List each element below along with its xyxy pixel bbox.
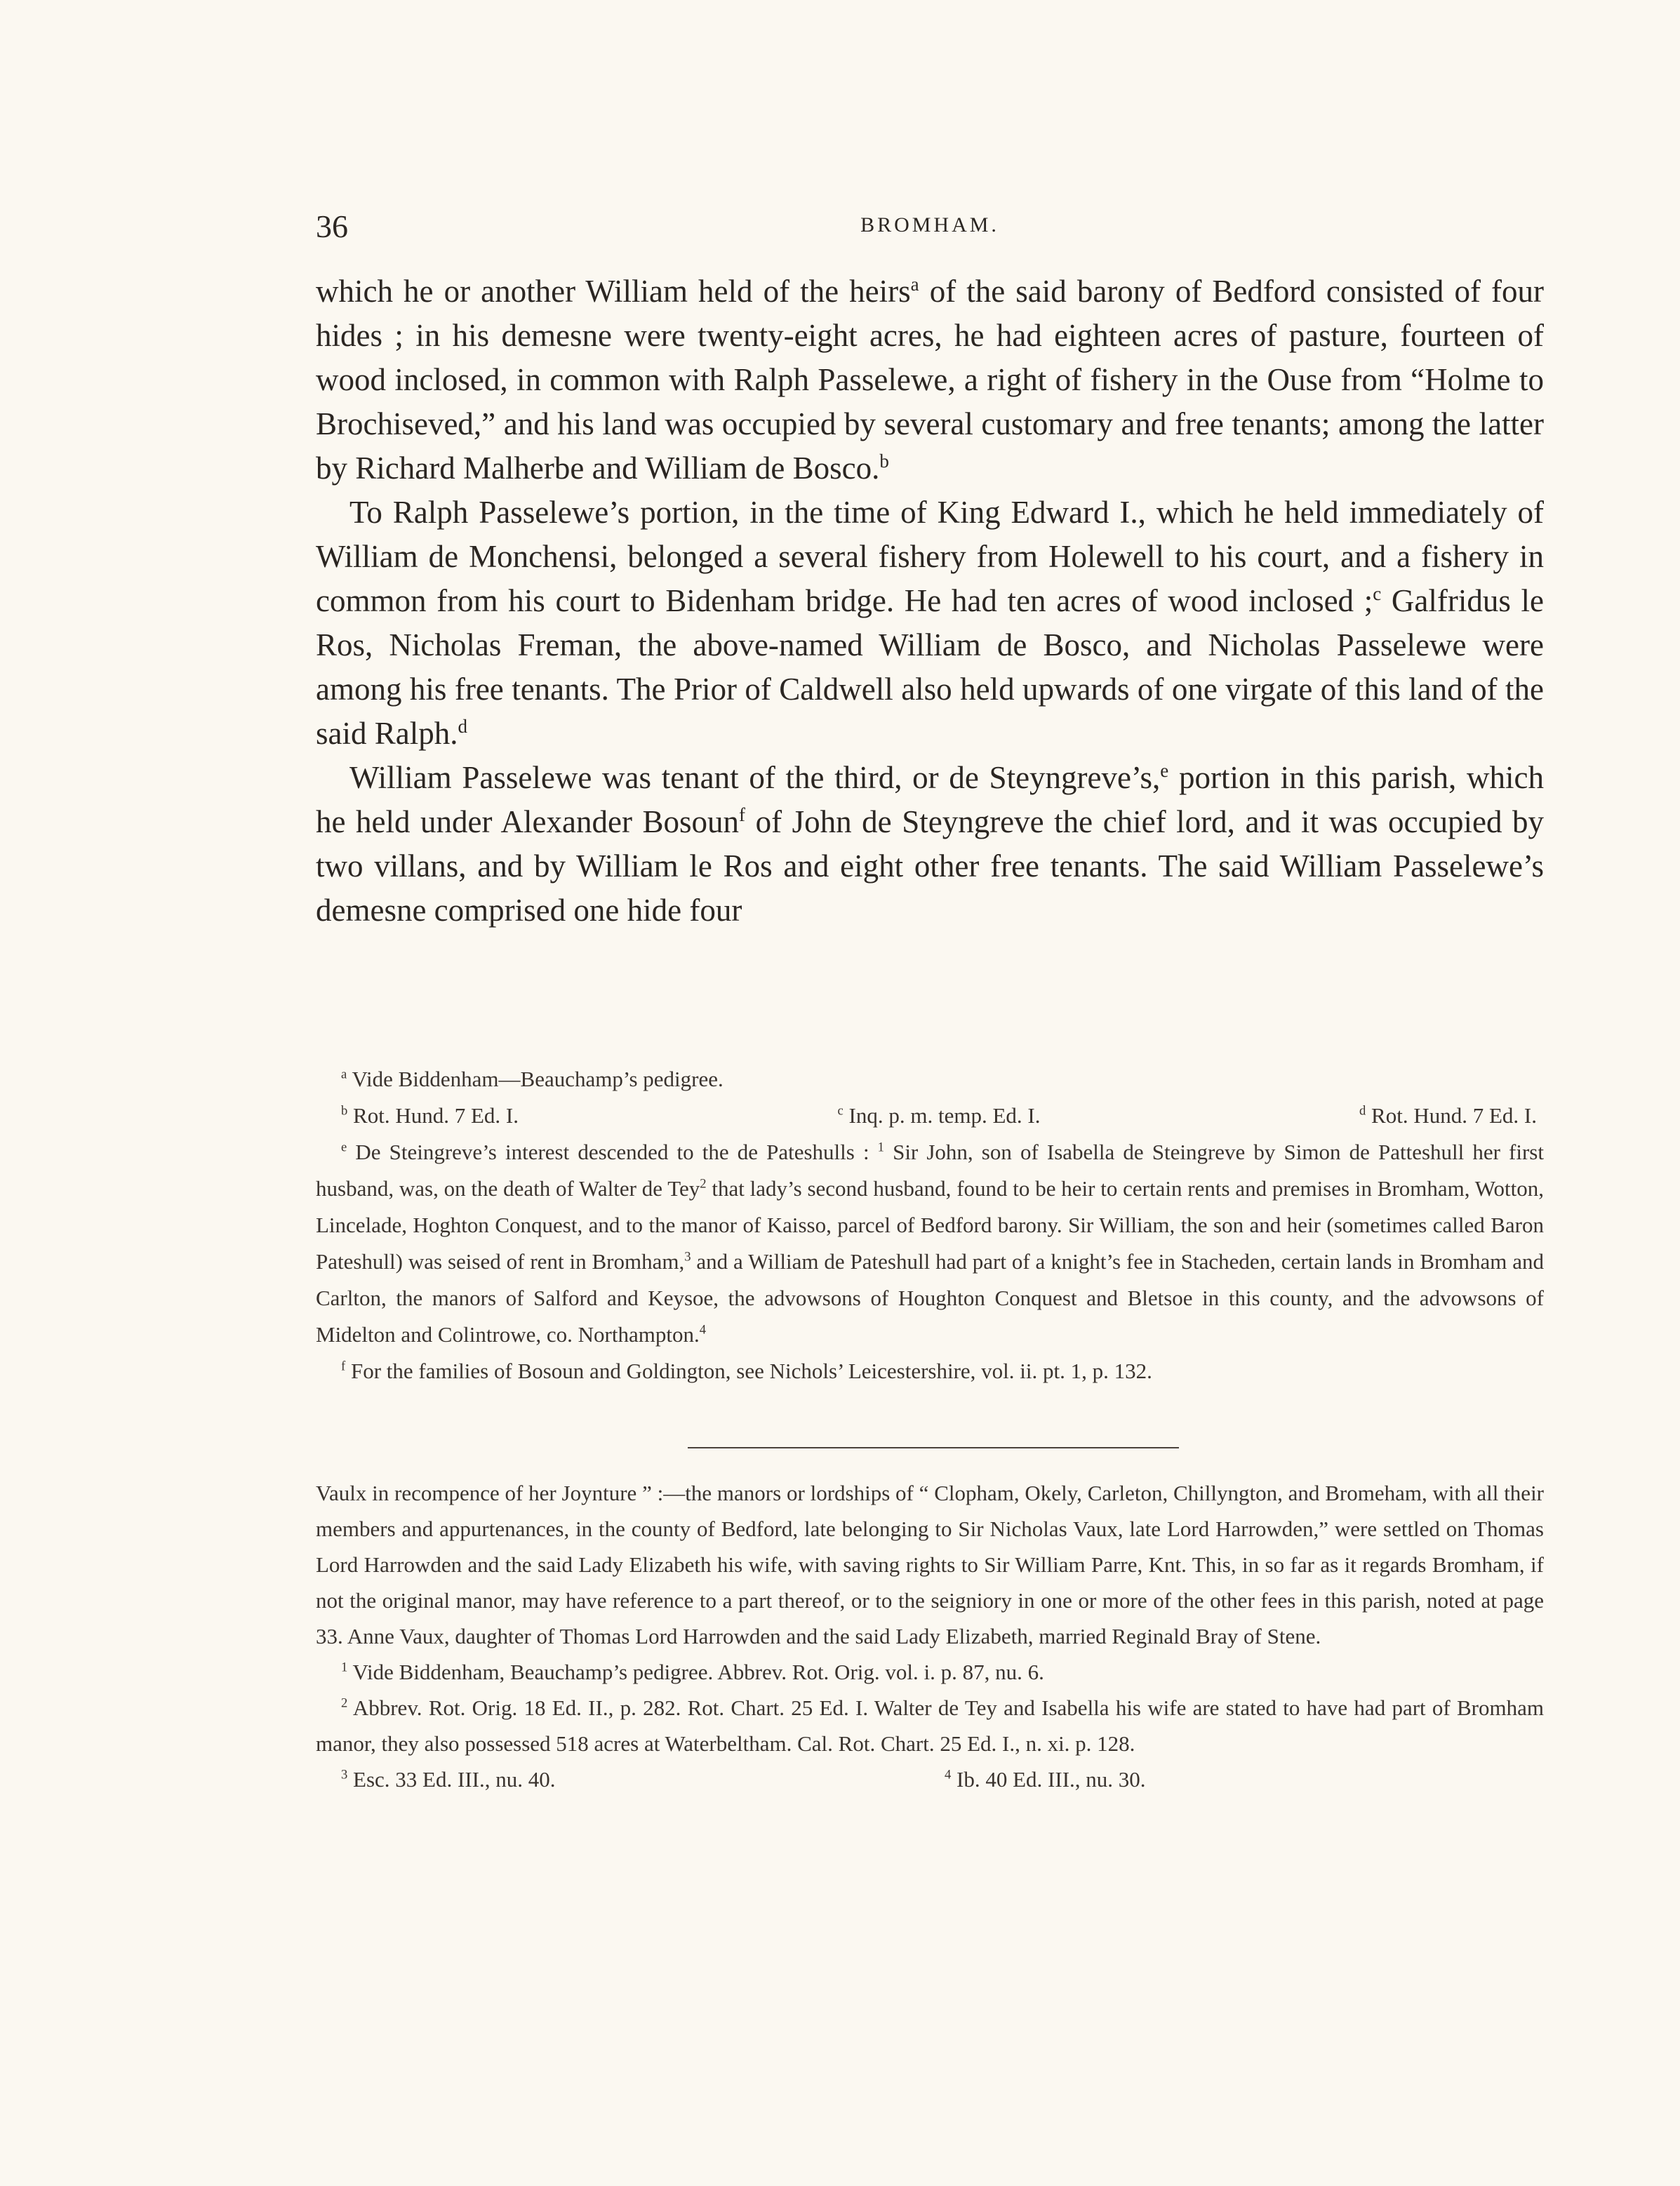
footnote-d: $^d$ Rot. Hund. 7 Ed. I. (1359, 1103, 1537, 1128)
footnote-1: $^1$ Vide Biddenham, Beauchamp’s pedigree. Abbrev. Rot. Orig. vol. i. p. 87, nu. 6. (341, 1660, 1044, 1684)
footnote-ref-d: d (458, 716, 467, 737)
footnotes-lower (316, 1475, 1544, 1797)
footnote-b: $^b$ Rot. Hund. 7 Ed. I. (341, 1103, 519, 1128)
footnote-e: $^e$ De Steingreve’s interest descended to the de Pateshulls : $^1$ Sir John, son of Isabella de Steingreve by Simon de Patteshull her first husband, was, on the death of Walter de Tey$^2$ that lady’s second husband, found to be heir to certain rents and premises in Bromham, Wotton, Lincelade, Hoghton Conquest, and to the manor of Kaisso, parcel of Bedford barony. Sir William, the son and heir (sometimes called Baron Pateshull) was seised of rent in Bromham,$^3$ and a William de Pateshull had part of a knight’s fee in Stacheden, certain lands in Bromham and Carlton, the manors of Salford and Keysoe, the advowsons of Houghton Conquest and Bletsoe in this county, and the advowsons of Midelton and Colintrowe, co. Northampton.$^4$ (316, 1140, 1545, 1347)
footnote-continuation: Vaulx in recompence of her Joynture ” :—the manors or lordships of “ Clopham, Okely, Carleton, Chillyngton, and Bromeham, with all their members and appurtenances, in the county of Bedford, late belonging to Sir Nicholas Vaux, late Lord Harrowden,” were settled on Thomas Lord Harrowden and the said Lady Elizabeth his wife, with saving rights to Sir William Parre, Knt. This, in so far as it regards Bromham, if not the original manor, may have reference to a part thereof, or to the seigniory in one or more of the other fees in this parish, noted at page 33. Anne Vaux, daughter of Thomas Lord Harrowden and the said Lady Elizabeth, married Reginald Bray of Stene. (316, 1481, 1544, 1648)
footnote-ref-b: b (879, 451, 889, 472)
footnote-c: $^c$ Inq. p. m. temp. Ed. I. (837, 1103, 1041, 1128)
footnotes-upper (316, 1061, 1544, 1389)
paragraph-2: To Ralph Passelewe’s portion, in the time of King Edward I., which he held immediately of William de Monchensi, belonged a several fishery from Holewell to his court, and a fishery in common from his court to Bidenham bridge. He had ten acres of wood inclosed ;$^c$ Galfridus le Ros, Nicholas Freman, the above-named William de Bosco, and Nicholas Passelewe were among his free tenants. The Prior of Caldwell also held upwards of one virgate of this land of the said Ralph.$^d$ (316, 495, 1544, 751)
main-text (316, 269, 1544, 933)
paragraph-1: which he or another William held of the heirs$^a$ of the said barony of Bedford consisted of four hides ; in his demesne were twenty-eight acres, he had eighteen acres of pasture, fourteen of wood inclosed, in common with Ralph Passelewe, a right of fishery in the Ouse from “Holme to Brochiseved,” and his land was occupied by several customary and free tenants; among the latter by Richard Malherbe and William de Bosco.$^b$ (316, 274, 1544, 486)
footnote-2: $^2$ Abbrev. Rot. Orig. 18 Ed. II., p. 282. Rot. Chart. 25 Ed. I. Walter de Tey and Isabella his wife are stated to have had part of Bromham manor, they also possessed 518 acres at Waterbeltham. Cal. Rot. Chart. 25 Ed. I., n. xi. p. 128. (316, 1695, 1544, 1756)
footnote-row-3-4 (316, 1761, 1544, 1797)
footnote-ref-a: a (910, 274, 919, 295)
footnote-row-bcd (316, 1098, 1544, 1134)
footnote-f: $^f$ For the families of Bosoun and Goldington, see Nichols’ Leicestershire, vol. ii. pt. 1, p. 132. (341, 1359, 1152, 1383)
page-header (316, 208, 1544, 250)
footnote-ref-e: e (1160, 760, 1169, 781)
running-head: BROMHAM. (860, 213, 999, 236)
paragraph-3: William Passelewe was tenant of the third, or de Steyngreve’s,$^e$ portion in this parish, which he held under Alexander Bosoun$^f$ of John de Steyngreve the chief lord, and it was occupied by two villans, and by William le Ros and eight other free tenants. The said William Passelewe’s demesne comprised one hide four (316, 760, 1545, 928)
footnote-a: $^a$ Vide Biddenham—Beauchamp’s pedigree. (341, 1067, 724, 1091)
footnote-ref-f: f (739, 804, 746, 825)
footnote-ref-c: c (1373, 583, 1382, 604)
footnote-3: $^3$ Esc. 33 Ed. III., nu. 40. (341, 1767, 556, 1792)
page-number: 36 (316, 208, 348, 244)
footnote-4: $^4$ Ib. 40 Ed. III., nu. 30. (945, 1767, 1146, 1792)
footnote-divider (688, 1447, 1179, 1448)
